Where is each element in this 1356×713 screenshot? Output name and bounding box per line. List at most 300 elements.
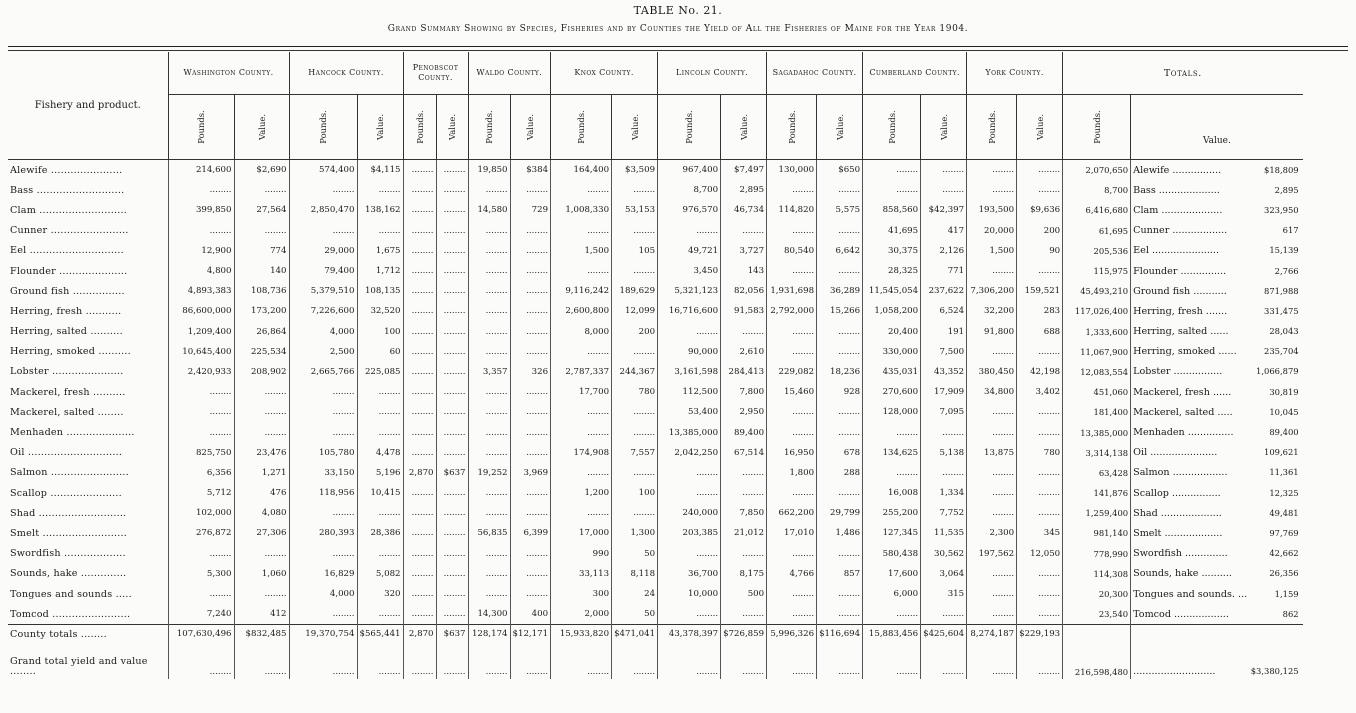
table-cell: 79,400 bbox=[289, 261, 357, 281]
table-cell: ........ bbox=[234, 382, 289, 402]
table-cell: ........ bbox=[612, 221, 658, 241]
table-cell: 5,321,123 bbox=[658, 281, 721, 301]
table-cell: ........ bbox=[403, 544, 436, 564]
total-value: 871,988 bbox=[1264, 285, 1299, 296]
total-fishery bbox=[1131, 221, 1303, 241]
table-cell: 11,535 bbox=[921, 523, 967, 543]
table-cell: ........ bbox=[721, 322, 767, 342]
table-cell: ........ bbox=[817, 584, 863, 604]
table-cell: 3,357 bbox=[468, 362, 510, 382]
table-cell: 6,642 bbox=[817, 241, 863, 261]
table-cell: ........ bbox=[967, 261, 1017, 281]
total-fishery-name: Mackerel, fresh ...... bbox=[1133, 386, 1232, 398]
value-header-label: Value. bbox=[834, 114, 845, 140]
table-cell: 43,352 bbox=[921, 362, 967, 382]
table-cell: ........ bbox=[403, 604, 436, 625]
table-cell: ........ bbox=[612, 180, 658, 200]
total-pounds: 11,067,900 bbox=[1063, 342, 1131, 362]
pounds-header-label: Pounds. bbox=[318, 110, 328, 144]
county-total-cell: $832,485 bbox=[234, 625, 289, 644]
pounds-header bbox=[551, 95, 612, 160]
table-cell: 7,752 bbox=[921, 503, 967, 523]
fishery-name: Clam ........................... bbox=[10, 204, 128, 216]
total-pounds: 8,700 bbox=[1063, 180, 1131, 200]
table-cell: ........ bbox=[967, 584, 1017, 604]
table-cell: ........ bbox=[551, 463, 612, 483]
table-cell: ........ bbox=[863, 160, 921, 181]
table-cell: ........ bbox=[510, 503, 551, 523]
table-cell: 399,850 bbox=[168, 200, 234, 220]
county-totals-label: County totals ........ bbox=[8, 625, 168, 644]
table-cell: 90,000 bbox=[658, 342, 721, 362]
table-cell: ........ bbox=[436, 584, 468, 604]
fishery-name: Salmon ........................ bbox=[10, 467, 129, 479]
total-fishery-name: Oil ...................... bbox=[1133, 447, 1218, 459]
total-pounds: 205,536 bbox=[1063, 241, 1131, 261]
table-cell: 5,082 bbox=[357, 564, 403, 584]
total-fishery-name: Herring, salted ...... bbox=[1133, 326, 1229, 338]
table-cell: 284,413 bbox=[721, 362, 767, 382]
table-cell: ........ bbox=[817, 483, 863, 503]
table-cell: 21,012 bbox=[721, 523, 767, 543]
table-cell: 12,099 bbox=[612, 301, 658, 321]
table-cell: ........ bbox=[357, 604, 403, 625]
total-fishery-name: Bass .................... bbox=[1133, 184, 1220, 196]
table-cell: ........ bbox=[1017, 604, 1063, 625]
table-cell: 1,008,330 bbox=[551, 200, 612, 220]
fishery-name: Menhaden ..................... bbox=[10, 427, 135, 439]
table-cell: ........ bbox=[967, 564, 1017, 584]
table-cell: 225,534 bbox=[234, 342, 289, 362]
total-fishery bbox=[1131, 463, 1303, 483]
table-cell: ........ bbox=[921, 160, 967, 181]
table-row bbox=[8, 544, 1303, 564]
table-cell: ........ bbox=[817, 180, 863, 200]
table-cell: 28,325 bbox=[863, 261, 921, 281]
table-cell: 193,500 bbox=[967, 200, 1017, 220]
table-cell: 12,050 bbox=[1017, 544, 1063, 564]
county-total-cell: $637 bbox=[436, 625, 468, 644]
table-cell: 33,150 bbox=[289, 463, 357, 483]
fishery-name: Ground fish ................ bbox=[10, 285, 125, 297]
table-cell: 17,909 bbox=[921, 382, 967, 402]
table-cell: ........ bbox=[403, 382, 436, 402]
table-row bbox=[8, 160, 1303, 181]
table-cell: 203,385 bbox=[658, 523, 721, 543]
table-cell: 14,300 bbox=[468, 604, 510, 625]
total-fishery-name: Alewife ................ bbox=[1133, 164, 1222, 176]
table-cell: ........ bbox=[403, 483, 436, 503]
table-cell: 2,126 bbox=[921, 241, 967, 261]
table-row bbox=[8, 422, 1303, 442]
table-cell: ........ bbox=[1017, 402, 1063, 422]
table-cell: ........ bbox=[921, 604, 967, 625]
table-cell: 990 bbox=[551, 544, 612, 564]
table-row bbox=[8, 362, 1303, 382]
total-value: 323,950 bbox=[1264, 204, 1299, 215]
total-pounds: 114,308 bbox=[1063, 564, 1131, 584]
table-cell: ........ bbox=[468, 443, 510, 463]
pounds-header bbox=[767, 95, 817, 160]
total-fishery-name: Smelt ................... bbox=[1133, 527, 1223, 539]
total-fishery-name: Mackerel, salted ..... bbox=[1133, 406, 1233, 418]
table-cell: ........ bbox=[436, 604, 468, 625]
table-cell: ........ bbox=[403, 221, 436, 241]
table-cell: 244,367 bbox=[612, 362, 658, 382]
table-cell: ........ bbox=[357, 402, 403, 422]
grand-filler: ........ bbox=[510, 643, 551, 679]
total-fishery bbox=[1131, 544, 1303, 564]
fishery-name: Scallop ...................... bbox=[10, 487, 122, 499]
table-cell: 82,056 bbox=[721, 281, 767, 301]
total-fishery bbox=[1131, 523, 1303, 543]
fishery-name: Tomcod ........................ bbox=[10, 608, 131, 620]
fishery-name: Lobster ...................... bbox=[10, 366, 124, 378]
table-cell: 2,420,933 bbox=[168, 362, 234, 382]
table-cell: ........ bbox=[767, 402, 817, 422]
county-header: Penobscot County. bbox=[403, 52, 468, 95]
total-value: 12,325 bbox=[1269, 487, 1299, 498]
table-cell: ........ bbox=[767, 544, 817, 564]
table-cell: 20,400 bbox=[863, 322, 921, 342]
table-cell: 5,712 bbox=[168, 483, 234, 503]
table-cell: 240,000 bbox=[658, 503, 721, 523]
table-cell: ........ bbox=[436, 200, 468, 220]
table-cell: 1,300 bbox=[612, 523, 658, 543]
total-fishery-name: Flounder ............... bbox=[1133, 265, 1227, 277]
county-total-cell: $425,604 bbox=[921, 625, 967, 644]
table-cell: 60 bbox=[357, 342, 403, 362]
table-cell: 105 bbox=[612, 241, 658, 261]
table-cell: 7,557 bbox=[612, 443, 658, 463]
table-cell: ........ bbox=[436, 402, 468, 422]
table-cell: ........ bbox=[436, 362, 468, 382]
table-cell: ........ bbox=[767, 604, 817, 625]
table-cell: 967,400 bbox=[658, 160, 721, 181]
pounds-header-label: Pounds. bbox=[986, 110, 997, 144]
table-cell: ........ bbox=[403, 443, 436, 463]
table-cell: 857 bbox=[817, 564, 863, 584]
table-cell: 574,400 bbox=[289, 160, 357, 181]
totals-value-header: Value. bbox=[1131, 95, 1303, 160]
table-cell: 270,600 bbox=[863, 382, 921, 402]
table-cell: ........ bbox=[510, 180, 551, 200]
table-cell: 320 bbox=[357, 584, 403, 604]
table-cell: $637 bbox=[436, 463, 468, 483]
table-cell: ........ bbox=[863, 463, 921, 483]
total-fishery-name: Scallop ................ bbox=[1133, 487, 1221, 499]
table-cell: 46,734 bbox=[721, 200, 767, 220]
total-fishery-name: Tomcod .................. bbox=[1133, 608, 1229, 620]
fishery-name: Eel ............................. bbox=[10, 245, 124, 257]
grand-filler: ........ bbox=[721, 643, 767, 679]
table-cell: ........ bbox=[403, 342, 436, 362]
table-cell: 56,835 bbox=[468, 523, 510, 543]
table-title: TABLE No. 21. bbox=[633, 4, 723, 17]
county-header: Cumberland County. bbox=[863, 52, 967, 95]
total-pounds: 12,083,554 bbox=[1063, 362, 1131, 382]
table-cell: ........ bbox=[967, 180, 1017, 200]
total-pounds: 3,314,138 bbox=[1063, 443, 1131, 463]
table-cell: ........ bbox=[468, 342, 510, 362]
table-cell: 976,570 bbox=[658, 200, 721, 220]
total-fishery bbox=[1131, 200, 1303, 220]
table-cell: 16,716,600 bbox=[658, 301, 721, 321]
fishery-name: Mackerel, fresh .......... bbox=[10, 386, 126, 398]
county-totals-row bbox=[8, 625, 1303, 644]
fishery-name: Flounder ..................... bbox=[10, 265, 128, 277]
pounds-header bbox=[468, 95, 510, 160]
total-pounds: 141,876 bbox=[1063, 483, 1131, 503]
value-header bbox=[436, 95, 468, 160]
fishery-name: Alewife ...................... bbox=[10, 164, 123, 176]
table-cell: 15,266 bbox=[817, 301, 863, 321]
table-cell: 276,872 bbox=[168, 523, 234, 543]
grand-filler: ........ bbox=[1017, 643, 1063, 679]
total-value: 26,356 bbox=[1269, 568, 1299, 579]
table-cell: ........ bbox=[468, 281, 510, 301]
table-cell: 189,629 bbox=[612, 281, 658, 301]
total-fishery bbox=[1131, 362, 1303, 382]
table-cell: ........ bbox=[612, 463, 658, 483]
table-row bbox=[8, 584, 1303, 604]
county-header: Lincoln County. bbox=[658, 52, 767, 95]
table-cell: ........ bbox=[357, 422, 403, 442]
table-cell: ........ bbox=[436, 422, 468, 442]
table-cell: 2,600,800 bbox=[551, 301, 612, 321]
table-cell: 214,600 bbox=[168, 160, 234, 181]
table-row bbox=[8, 200, 1303, 220]
table-cell: 2,665,766 bbox=[289, 362, 357, 382]
table-cell: 255,200 bbox=[863, 503, 921, 523]
table-row bbox=[8, 463, 1303, 483]
grand-filler: ........ bbox=[234, 643, 289, 679]
table-cell: ........ bbox=[658, 604, 721, 625]
grand-total-value-cell bbox=[1131, 643, 1303, 679]
table-cell: 28,386 bbox=[357, 523, 403, 543]
county-total-cell: 128,174 bbox=[468, 625, 510, 644]
table-cell: ........ bbox=[767, 422, 817, 442]
table-cell: ........ bbox=[168, 422, 234, 442]
table-cell: ........ bbox=[817, 544, 863, 564]
table-row bbox=[8, 564, 1303, 584]
total-fishery-name: Herring, fresh ....... bbox=[1133, 305, 1228, 317]
table-cell: ........ bbox=[658, 544, 721, 564]
table-cell: 400 bbox=[510, 604, 551, 625]
table-cell: ........ bbox=[436, 160, 468, 181]
pounds-header bbox=[289, 95, 357, 160]
total-value: 11,361 bbox=[1269, 467, 1299, 478]
table-cell: ........ bbox=[436, 503, 468, 523]
table-cell: 17,700 bbox=[551, 382, 612, 402]
total-fishery bbox=[1131, 241, 1303, 261]
totals-header: Totals. bbox=[1063, 52, 1303, 95]
table-cell: 1,060 bbox=[234, 564, 289, 584]
county-total-cell: $565,441 bbox=[357, 625, 403, 644]
table-cell: ........ bbox=[1017, 261, 1063, 281]
table-cell: ........ bbox=[403, 200, 436, 220]
table-cell: ........ bbox=[921, 180, 967, 200]
county-header: York County. bbox=[967, 52, 1063, 95]
table-cell: 130,000 bbox=[767, 160, 817, 181]
table-cell: ........ bbox=[817, 604, 863, 625]
table-cell: 1,334 bbox=[921, 483, 967, 503]
table-cell: 36,289 bbox=[817, 281, 863, 301]
table-cell: 662,200 bbox=[767, 503, 817, 523]
county-header: Sagadahoc County. bbox=[767, 52, 863, 95]
table-cell: 10,645,400 bbox=[168, 342, 234, 362]
table-cell: 200 bbox=[1017, 221, 1063, 241]
table-cell: 435,031 bbox=[863, 362, 921, 382]
total-fishery bbox=[1131, 281, 1303, 301]
table-cell: 108,135 bbox=[357, 281, 403, 301]
table-cell: ........ bbox=[967, 422, 1017, 442]
table-cell: 173,200 bbox=[234, 301, 289, 321]
table-cell: 1,200 bbox=[551, 483, 612, 503]
table-cell: ........ bbox=[289, 544, 357, 564]
table-cell: 825,750 bbox=[168, 443, 234, 463]
table-cell: ........ bbox=[551, 402, 612, 422]
table-cell: ........ bbox=[403, 281, 436, 301]
table-cell: $9,636 bbox=[1017, 200, 1063, 220]
table-cell: ........ bbox=[234, 544, 289, 564]
county-total-cell: $116,694 bbox=[817, 625, 863, 644]
county-totals-empty bbox=[1063, 625, 1131, 644]
table-cell: ........ bbox=[510, 443, 551, 463]
fishery-name: Tongues and sounds ..... bbox=[10, 588, 132, 600]
table-cell: ........ bbox=[357, 221, 403, 241]
fishery-name: Smelt .......................... bbox=[10, 527, 128, 539]
table-cell: 300 bbox=[551, 584, 612, 604]
total-pounds: 451,060 bbox=[1063, 382, 1131, 402]
table-cell: ........ bbox=[863, 604, 921, 625]
table-cell: 16,008 bbox=[863, 483, 921, 503]
table-cell: 50 bbox=[612, 604, 658, 625]
table-cell: 118,956 bbox=[289, 483, 357, 503]
table-cell: 8,700 bbox=[658, 180, 721, 200]
table-cell: ........ bbox=[1017, 503, 1063, 523]
table-cell: ........ bbox=[863, 180, 921, 200]
table-cell: ........ bbox=[967, 503, 1017, 523]
value-header bbox=[357, 95, 403, 160]
table-row bbox=[8, 322, 1303, 342]
table-cell: 7,800 bbox=[721, 382, 767, 402]
total-value: 331,475 bbox=[1264, 305, 1299, 316]
table-cell: 86,600,000 bbox=[168, 301, 234, 321]
value-header-label: Value. bbox=[375, 114, 385, 140]
pounds-header-label: Pounds. bbox=[484, 110, 495, 144]
table-cell: ........ bbox=[1017, 564, 1063, 584]
table-cell: 7,306,200 bbox=[967, 281, 1017, 301]
table-cell: 4,893,383 bbox=[168, 281, 234, 301]
table-cell: 13,875 bbox=[967, 443, 1017, 463]
table-cell: $4,115 bbox=[357, 160, 403, 181]
summary-table bbox=[8, 52, 1303, 679]
table-cell: 33,113 bbox=[551, 564, 612, 584]
grand-filler: ........ bbox=[863, 643, 921, 679]
table-cell: ........ bbox=[289, 180, 357, 200]
table-cell: ........ bbox=[436, 443, 468, 463]
table-cell: 4,478 bbox=[357, 443, 403, 463]
table-cell: ........ bbox=[403, 523, 436, 543]
table-cell: ........ bbox=[468, 261, 510, 281]
pounds-header-label: Pounds. bbox=[576, 110, 587, 144]
value-header bbox=[817, 95, 863, 160]
grand-filler: ........ bbox=[767, 643, 817, 679]
table-cell: 6,399 bbox=[510, 523, 551, 543]
table-cell: ........ bbox=[168, 221, 234, 241]
table-cell: ........ bbox=[468, 301, 510, 321]
value-header bbox=[1017, 95, 1063, 160]
table-row bbox=[8, 402, 1303, 422]
table-cell: ........ bbox=[403, 584, 436, 604]
table-cell: ........ bbox=[403, 402, 436, 422]
table-cell: 143 bbox=[721, 261, 767, 281]
table-cell: 14,580 bbox=[468, 200, 510, 220]
table-cell: 91,583 bbox=[721, 301, 767, 321]
table-cell: 15,460 bbox=[767, 382, 817, 402]
table-cell: ........ bbox=[468, 483, 510, 503]
table-cell: ........ bbox=[551, 221, 612, 241]
table-cell: 315 bbox=[921, 584, 967, 604]
table-cell: 17,600 bbox=[863, 564, 921, 584]
total-fishery-name: Shad .................... bbox=[1133, 507, 1222, 519]
table-cell: ........ bbox=[436, 382, 468, 402]
total-fishery bbox=[1131, 503, 1303, 523]
total-pounds: 61,695 bbox=[1063, 221, 1131, 241]
table-row bbox=[8, 221, 1303, 241]
table-cell: ........ bbox=[767, 180, 817, 200]
table-cell: 3,161,598 bbox=[658, 362, 721, 382]
table-cell: 67,514 bbox=[721, 443, 767, 463]
table-cell: 7,095 bbox=[921, 402, 967, 422]
total-value: 15,139 bbox=[1269, 245, 1299, 256]
totals-pounds-label: Pounds. bbox=[1091, 110, 1102, 144]
table-cell: 280,393 bbox=[289, 523, 357, 543]
table-cell: 283 bbox=[1017, 301, 1063, 321]
total-value: 2,895 bbox=[1274, 184, 1299, 195]
top-rule bbox=[8, 46, 1348, 47]
grand-filler: ........ bbox=[612, 643, 658, 679]
total-value: 862 bbox=[1282, 608, 1299, 619]
table-cell: ........ bbox=[817, 322, 863, 342]
table-cell: ........ bbox=[510, 402, 551, 422]
table-cell: 50 bbox=[612, 544, 658, 564]
table-cell: 12,900 bbox=[168, 241, 234, 261]
total-fishery bbox=[1131, 564, 1303, 584]
table-cell: 19,850 bbox=[468, 160, 510, 181]
table-cell: 8,175 bbox=[721, 564, 767, 584]
table-cell: 1,712 bbox=[357, 261, 403, 281]
total-fishery-name: Tongues and sounds. ... bbox=[1133, 588, 1248, 600]
total-fishery-name: Herring, smoked ...... bbox=[1133, 346, 1237, 358]
table-cell: 17,010 bbox=[767, 523, 817, 543]
county-total-cell: 15,933,820 bbox=[551, 625, 612, 644]
total-pounds: 1,259,400 bbox=[1063, 503, 1131, 523]
total-pounds: 117,026,400 bbox=[1063, 301, 1131, 321]
table-cell: ........ bbox=[436, 564, 468, 584]
county-header: Waldo County. bbox=[468, 52, 551, 95]
table-cell: ........ bbox=[1017, 180, 1063, 200]
table-cell: 191 bbox=[921, 322, 967, 342]
total-fishery bbox=[1131, 160, 1303, 181]
table-cell: ........ bbox=[551, 503, 612, 523]
value-header-label: Value. bbox=[525, 114, 536, 140]
table-cell: ........ bbox=[967, 160, 1017, 181]
table-cell: 5,379,510 bbox=[289, 281, 357, 301]
table-cell: ........ bbox=[468, 564, 510, 584]
table-cell: 114,820 bbox=[767, 200, 817, 220]
